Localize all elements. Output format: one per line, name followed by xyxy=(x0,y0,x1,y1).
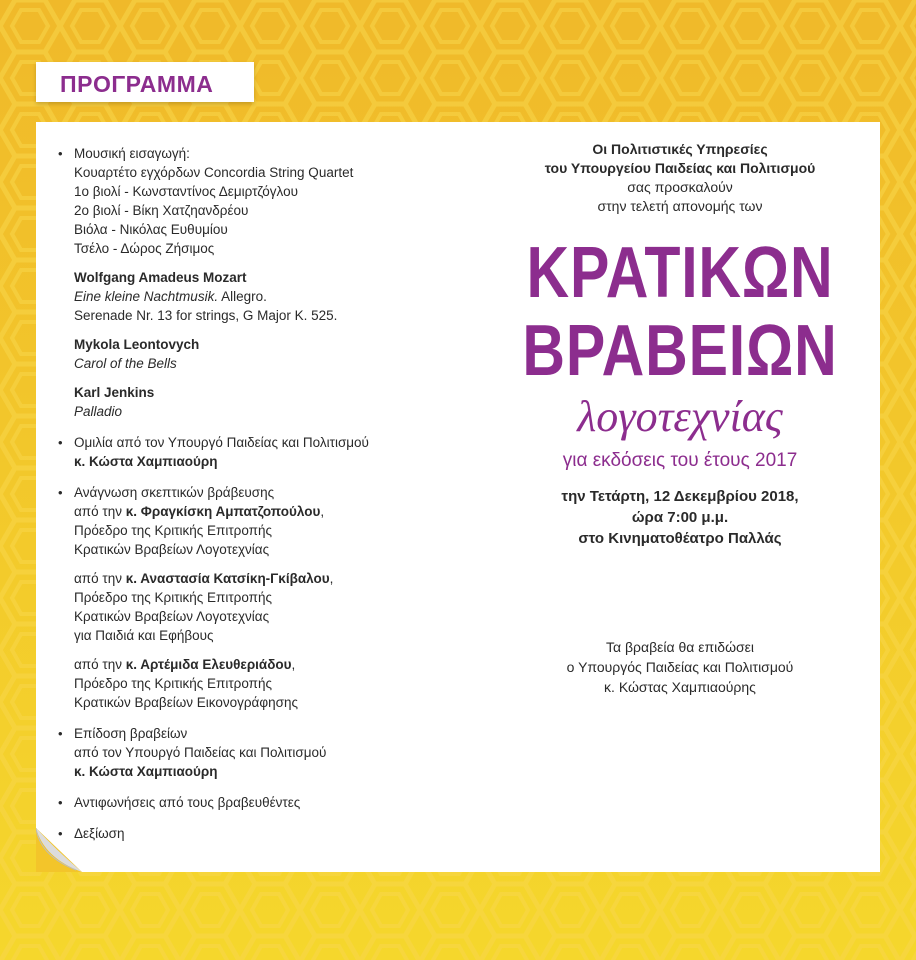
event-year-line: για εκδόσεις του έτους 2017 xyxy=(562,450,798,471)
speaker-name: κ. Κώστα Χαμπιαούρη xyxy=(74,454,218,469)
program-item-awards xyxy=(58,724,478,781)
music-intro-line: Βιόλα - Νικόλας Ευθυμίου xyxy=(74,222,228,237)
reader-suffix: , xyxy=(329,571,334,586)
event-date: την Τετάρτη, 12 Δεκεμβρίου 2018, xyxy=(561,488,799,505)
program-item-music xyxy=(58,144,478,421)
event-time: ώρα 7:00 μ.μ. xyxy=(631,509,729,526)
work-detail: Allegro. xyxy=(218,289,267,304)
reader-prefix: από την xyxy=(74,504,126,519)
invitation-text xyxy=(480,140,880,697)
reader-name: κ. Αρτέμιδα Ελευθεριάδου xyxy=(125,657,292,672)
invitation-line: σας προσκαλούν xyxy=(627,179,733,195)
award-presenter-name: κ. Κώστας Χαμπιαούρης xyxy=(604,679,756,695)
bullet-icon: • xyxy=(58,726,63,741)
composer-name: Wolfgang Amadeus Mozart xyxy=(74,270,247,285)
music-intro-line: 1ο βιολί - Κωνσταντίνος Δεμιρτζόγλου xyxy=(74,184,298,199)
reception-line: Δεξίωση xyxy=(74,826,125,841)
reader-suffix: , xyxy=(291,657,296,672)
reader-role: Κρατικών Βραβείων Λογοτεχνίας xyxy=(74,542,270,557)
bullet-icon: • xyxy=(58,435,63,450)
music-intro-line: Κουαρτέτο εγχόρδων Concordia String Quartet xyxy=(74,165,354,180)
bullet-icon: • xyxy=(58,795,63,810)
reader-name: κ. Φραγκίσκη Αμπατζοπούλου xyxy=(125,504,321,519)
responses-line: Αντιφωνήσεις από τους βραβευθέντες xyxy=(74,795,301,810)
reader-prefix: από την xyxy=(74,571,126,586)
program-item-readings xyxy=(58,483,478,712)
work-title: Carol of the Bells xyxy=(74,356,177,371)
program-list xyxy=(58,144,478,843)
awards-line: Επίδοση βραβείων xyxy=(74,726,188,741)
readings-intro: Ανάγνωση σκεπτικών βράβευσης xyxy=(74,485,275,500)
event-venue: στο Κινηματοθέατρο Παλλάς xyxy=(578,530,782,547)
reader-role: Κρατικών Βραβείων Λογοτεχνίας xyxy=(74,609,270,624)
reader-prefix: από την xyxy=(74,657,126,672)
reader-role: Πρόεδρο της Κριτικής Επιτροπής xyxy=(74,523,273,538)
program-item-reception xyxy=(58,824,478,843)
award-presenter-line: ο Υπουργός Παιδείας και Πολιτισμού xyxy=(566,659,794,675)
music-intro-heading: Μουσική εισαγωγή: xyxy=(74,146,190,161)
speech-line: Ομιλία από τον Υπουργό Παιδείας και Πολιτισμού xyxy=(74,435,369,450)
awards-line: από τον Υπουργό Παιδείας και Πολιτισμού xyxy=(74,745,327,760)
award-presenter-line: Τα βραβεία θα επιδώσει xyxy=(606,639,754,655)
reader-suffix: , xyxy=(320,504,325,519)
program-item-responses xyxy=(58,793,478,812)
invitation-line: στην τελετή απονομής των xyxy=(597,198,763,214)
reader-role: Πρόεδρο της Κριτικής Επιτροπής xyxy=(74,590,273,605)
reader-name: κ. Αναστασία Κατσίκη-Γκίβαλου xyxy=(125,571,330,586)
bullet-icon: • xyxy=(58,485,63,500)
program-tab xyxy=(36,62,254,102)
composer-name: Karl Jenkins xyxy=(74,385,155,400)
composer-name: Mykola Leontovych xyxy=(74,337,200,352)
work-title: Palladio xyxy=(74,404,123,419)
music-intro-line: Τσέλο - Δώρος Ζήσιμος xyxy=(74,241,215,256)
event-title-line1: ΚΡΑΤΙΚΩΝ xyxy=(526,233,834,313)
program-item-speech xyxy=(58,433,478,471)
event-title-line2: ΒΡΑΒΕΙΩΝ xyxy=(522,311,838,391)
program-tab-title: ΠΡΟΓΡΑΜΜΑ xyxy=(60,71,214,97)
invitation-org-line: του Υπουργείου Παιδείας και Πολιτισμού xyxy=(544,160,816,176)
invitation-org-line: Οι Πολιτιστικές Υπηρεσίες xyxy=(592,141,768,157)
reader-role: για Παιδιά και Εφήβους xyxy=(74,628,214,643)
bullet-icon: • xyxy=(58,826,63,841)
music-intro-line: 2ο βιολί - Βίκη Χατζηανδρέου xyxy=(74,203,249,218)
event-subtitle: λογοτεχνίας xyxy=(577,392,783,441)
work-title: Eine kleine Nachtmusik. xyxy=(74,289,219,304)
work-detail: Serenade Nr. 13 for strings, G Major K. 525. xyxy=(74,308,338,323)
awards-presenter: κ. Κώστα Χαμπιαούρη xyxy=(74,764,218,779)
reader-role: Κρατικών Βραβείων Εικονογράφησης xyxy=(74,695,298,710)
bullet-icon: • xyxy=(58,146,63,161)
reader-role: Πρόεδρο της Κριτικής Επιτροπής xyxy=(74,676,273,691)
